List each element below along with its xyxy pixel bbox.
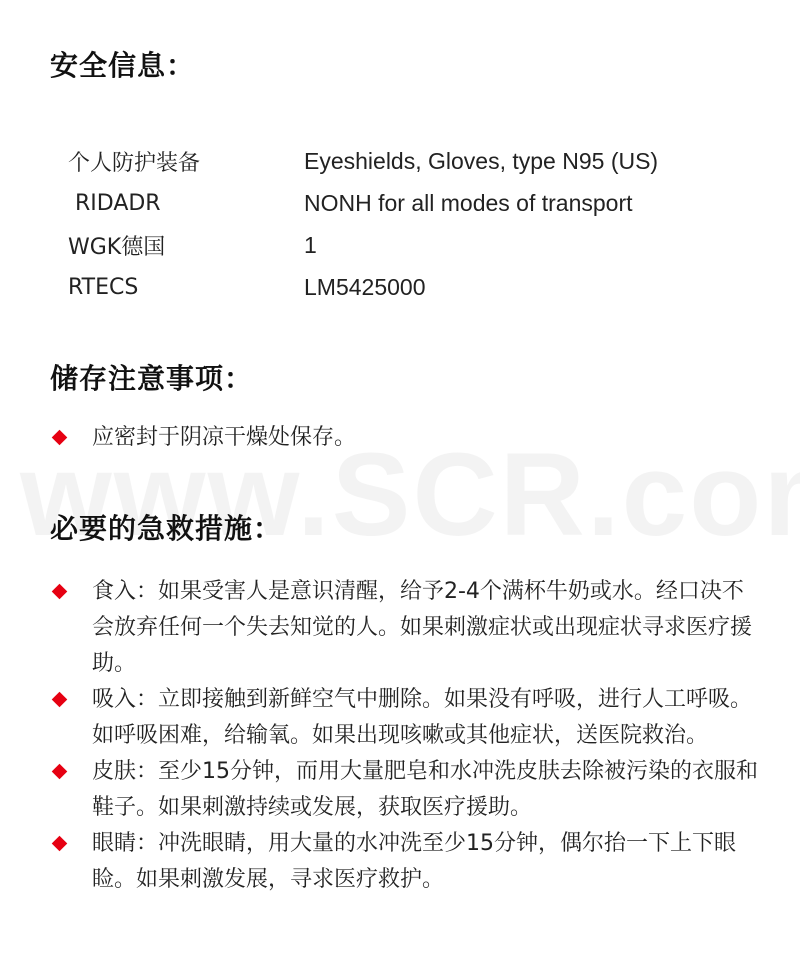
red-diamond-bullet-icon [52, 430, 68, 446]
table-row [68, 182, 768, 224]
list-item [50, 754, 760, 826]
ingestion-text: 食入：如果受害人是意识清醒，给予2-4个满杯牛奶或水。经口决不会放弃任何一个失去知觉的人。如果刺激症状或出现症状寻求医疗援助。 [92, 579, 753, 676]
red-diamond-bullet-icon [52, 764, 68, 780]
storage-heading: 储存注意事项： [50, 362, 254, 395]
eyes-text: 眼睛：冲洗眼睛，用大量的水冲洗至少15分钟，偶尔抬一下上下眼睑。如果刺激发展，寻求医疗救护。 [92, 831, 736, 892]
table-row [68, 224, 768, 266]
table-row [68, 140, 768, 182]
skin-text: 皮肤：至少15分钟，而用大量肥皂和水冲洗皮肤去除被污染的衣服和鞋子。如果刺激持续或发展，获取医疗援助。 [92, 759, 758, 820]
list-item [50, 574, 760, 682]
red-diamond-bullet-icon [52, 836, 68, 852]
list-item [50, 826, 760, 898]
storage-list [50, 420, 760, 456]
wgk-label: WGK德国 [68, 234, 166, 260]
wgk-value: 1 [304, 231, 317, 258]
inhalation-text: 吸入：立即接触到新鲜空气中删除。如果没有呼吸，进行人工呼吸。如呼吸困难，给输氧。如果出现咳嗽或其他症状，送医院救治。 [92, 687, 753, 748]
ppe-label: 个人防护装备 [68, 150, 201, 176]
first-aid-list [50, 574, 760, 898]
storage-item-text: 应密封于阴凉干燥处保存。 [92, 425, 357, 450]
first-aid-heading: 必要的急救措施： [50, 512, 283, 545]
list-item [50, 420, 760, 456]
rtecs-label: RTECS [68, 274, 139, 300]
red-diamond-bullet-icon [52, 584, 68, 600]
ppe-value: Eyeshields, Gloves, type N95 (US) [304, 147, 659, 174]
red-diamond-bullet-icon [52, 692, 68, 708]
list-item [50, 682, 760, 754]
ridadr-label: RIDADR [68, 190, 161, 216]
table-row [68, 266, 768, 308]
safety-info-table [68, 140, 768, 308]
rtecs-value: LM5425000 [304, 273, 426, 300]
ridadr-value: NONH for all modes of transport [304, 189, 633, 216]
safety-info-heading: 安全信息： [50, 49, 196, 82]
